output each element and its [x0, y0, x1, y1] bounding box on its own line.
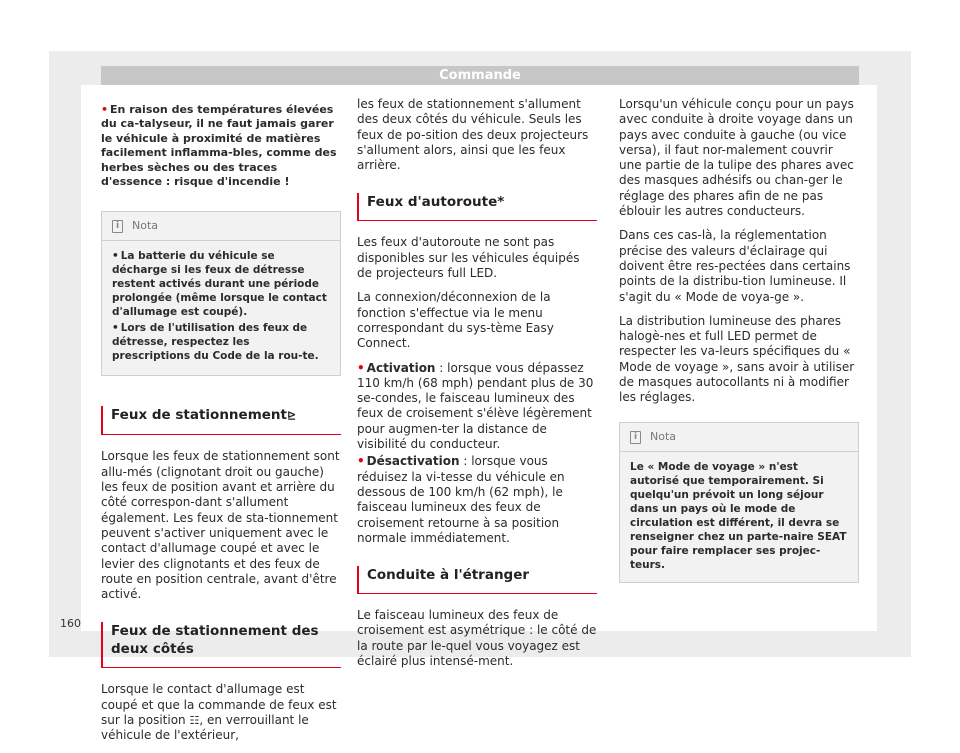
paragraph: les feux de stationnement s'allument des deux côtés du véhicule. Seuls les feux de po-sition des deux projecteurs s'allument alors, ainsi que les feux arrière. [357, 97, 589, 173]
paragraph: Lorsqu'un véhicule conçu pour un pays avec conduite à droite voyage dans un pays avec conduite à gauche (ou vice versa), il faut nor-malement couvrir une partie de la tulipe des phares avec des masques adhésifs ou chan-ger le réglage des phares afin de ne pas éblouir les autres conducteurs. [619, 97, 854, 219]
paragraph: • Activation : lorsque vous dépassez 110 km/h (68 mph) pendant plus de 30 se-condes, le faisceau lumineux des feux de croisement s'élève légèrement pour augmen-ter la distance de visibilité du conducteur. [357, 360, 594, 452]
column-1 [101, 97, 341, 753]
parking-light-icon: ⊵ [287, 409, 297, 423]
nota-label: Nota [650, 429, 677, 443]
parking-light-switch-icon: ☷ [189, 714, 200, 727]
bullet-icon: • [357, 360, 365, 375]
section-title-conduite-etranger: Conduite à l'étranger [357, 566, 597, 594]
page-number: 160 [60, 617, 81, 630]
paragraph: La distribution lumineuse des phares halogè-nes et full LED permet de respecter les va-leurs spécifiques du « Mode de voyage », sans avoir à utiliser de masques autocollants ni à modifier les réglages. [619, 313, 855, 405]
nota-label: Nota [132, 219, 159, 233]
paragraph: Les feux d'autoroute ne sont pas disponibles sur les véhicules équipés de projecteurs full LED. [357, 235, 580, 281]
nota-body [102, 241, 340, 363]
page-header: Commande [101, 66, 859, 85]
paragraph: • Désactivation : lorsque vous réduisez la vi-tesse du véhicule en dessous de 100 km/h (62 mph), le faisceau lumineux des feux de croisement retourne à sa position normale immédiatement. [357, 454, 565, 545]
section-title-feux-autoroute: Feux d'autoroute* [357, 193, 597, 221]
nota-item: • La batterie du véhicule se décharge si les feux de détresse restent activés durant une période prolongée (même lorsque le contact d'allumage est coupé). [112, 250, 327, 319]
nota-header [102, 212, 340, 241]
info-icon: i [630, 431, 641, 444]
column-2 [357, 97, 597, 678]
nota-body: Le « Mode de voyage » n'est autorisé que temporairement. Si quelqu'un prévoit un long séjour dans un pays où le mode de circulation est différent, il devra se renseigner chez un parte-naire SEAT pour faire remplacer ses projec-teurs. [630, 460, 847, 571]
section-title-feux-stationnement: Feux de stationnement⊵ [101, 406, 341, 435]
paragraph: Lorsque les feux de stationnement sont allu-més (clignotant droit ou gauche) les feux de position avant et arrière du côté correspon-dant s'allument également. Les feux de sta-tionnement peuvent s'activer uniquement avec le contact d'allumage coupé et avec le levier des clignotants et des feux de route en position centrale, avant d'être activé. [101, 449, 340, 602]
section-title-deux-cotes: Feux de stationnement des deux côtés [101, 622, 341, 668]
nota-header [620, 423, 858, 452]
paragraph: Dans ces cas-là, la réglementation précise des valeurs d'éclairage qui doivent être res-pectées dans certains points de la distribu-tion lumineuse. Il s'agit du « Mode de voya-ge ». [619, 228, 851, 304]
nota-box [101, 211, 341, 376]
column-3 [619, 97, 859, 583]
paragraph: Lorsque le contact d'allumage est coupé et que la commande de feux est sur la position ☷, en verrouillant le véhicule de l'extérieur, [101, 682, 337, 743]
bullet-icon: • [357, 454, 365, 469]
paragraph: Le faisceau lumineux des feux de croisement est asymétrique : le côté de la route par le-quel vous voyagez est éclairé plus intensé-ment. [357, 608, 597, 669]
nota-item: • Lors de l'utilisation des feux de détresse, respectez les prescriptions du Code de la rou-te. [112, 322, 319, 363]
nota-box [619, 422, 859, 583]
paragraph: La connexion/déconnexion de la fonction s'effectue via le menu correspondant du sys-tème Easy Connect. [357, 290, 554, 351]
warning-text: • En raison des températures élevées du ca-talyseur, il ne faut jamais garer le véhicule à proximité de matières facilement inflamma-bles, comme des herbes sèches ou des traces d'essence : risque d'incendie ! [101, 103, 337, 189]
info-icon: i [112, 220, 123, 233]
bullet-icon: • [101, 103, 109, 116]
